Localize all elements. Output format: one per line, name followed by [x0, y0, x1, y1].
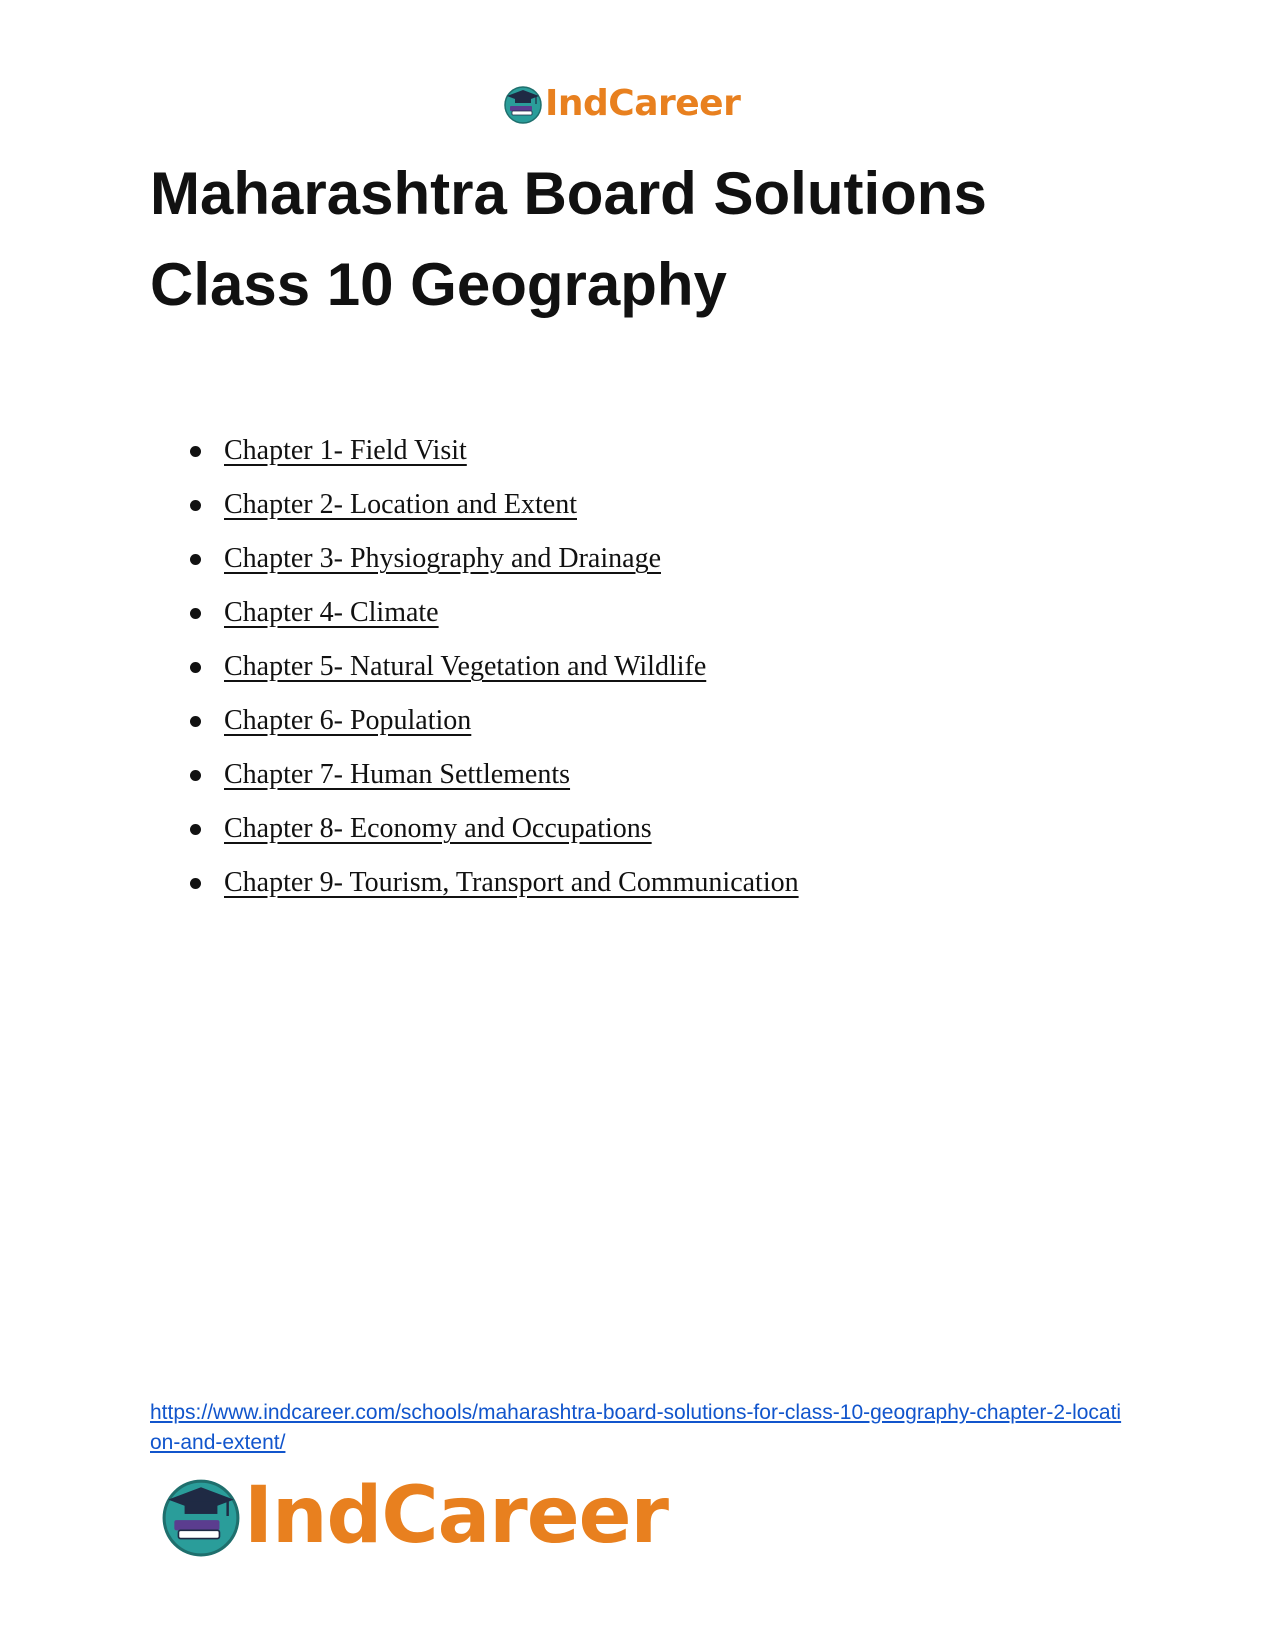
chapter-link-3[interactable]: Chapter 3- Physiography and Drainage	[224, 543, 661, 574]
graduation-cap-globe-icon	[503, 84, 543, 124]
indcareer-logo-top	[503, 80, 740, 128]
list-item	[186, 748, 799, 802]
brand-name: IndCareer	[545, 83, 741, 124]
brand-name: IndCareer	[244, 1471, 668, 1561]
bullet-icon	[190, 608, 201, 619]
source-url-link[interactable]: https://www.indcareer.com/schools/maharashtra-board-solutions-for-class-10-geography-chapter-2-location-and-extent/	[150, 1401, 1122, 1454]
chapter-link-1[interactable]: Chapter 1- Field Visit	[224, 435, 467, 466]
chapter-link-2[interactable]: Chapter 2- Location and Extent	[224, 489, 577, 520]
list-item	[186, 586, 799, 640]
bullet-icon	[190, 554, 201, 565]
graduation-cap-globe-icon	[160, 1475, 242, 1557]
chapter-link-9[interactable]: Chapter 9- Tourism, Transport and Communication	[224, 867, 799, 898]
list-item	[186, 532, 799, 586]
list-item	[186, 424, 799, 478]
list-item	[186, 802, 799, 856]
list-item	[186, 640, 799, 694]
bullet-icon	[190, 770, 201, 781]
chapter-link-8[interactable]: Chapter 8- Economy and Occupations	[224, 813, 652, 844]
bullet-icon	[190, 446, 201, 457]
page-title-line-2: Class 10 Geography	[150, 251, 727, 318]
bullet-icon	[190, 878, 201, 889]
list-item	[186, 694, 799, 748]
chapter-link-7[interactable]: Chapter 7- Human Settlements	[224, 759, 571, 790]
list-item	[186, 856, 799, 910]
list-item	[186, 478, 799, 532]
page-title	[150, 148, 1150, 330]
bullet-icon	[190, 824, 201, 835]
chapter-link-5[interactable]: Chapter 5- Natural Vegetation and Wildlife	[224, 651, 707, 682]
chapter-link-6[interactable]: Chapter 6- Population	[224, 705, 472, 736]
chapter-list	[186, 424, 799, 910]
chapter-link-4[interactable]: Chapter 4- Climate	[224, 597, 439, 628]
page-title-line-1: Maharashtra Board Solutions	[150, 160, 987, 227]
indcareer-logo-bottom	[160, 1470, 668, 1562]
bullet-icon	[190, 500, 201, 511]
bullet-icon	[190, 662, 201, 673]
bullet-icon	[190, 716, 201, 727]
